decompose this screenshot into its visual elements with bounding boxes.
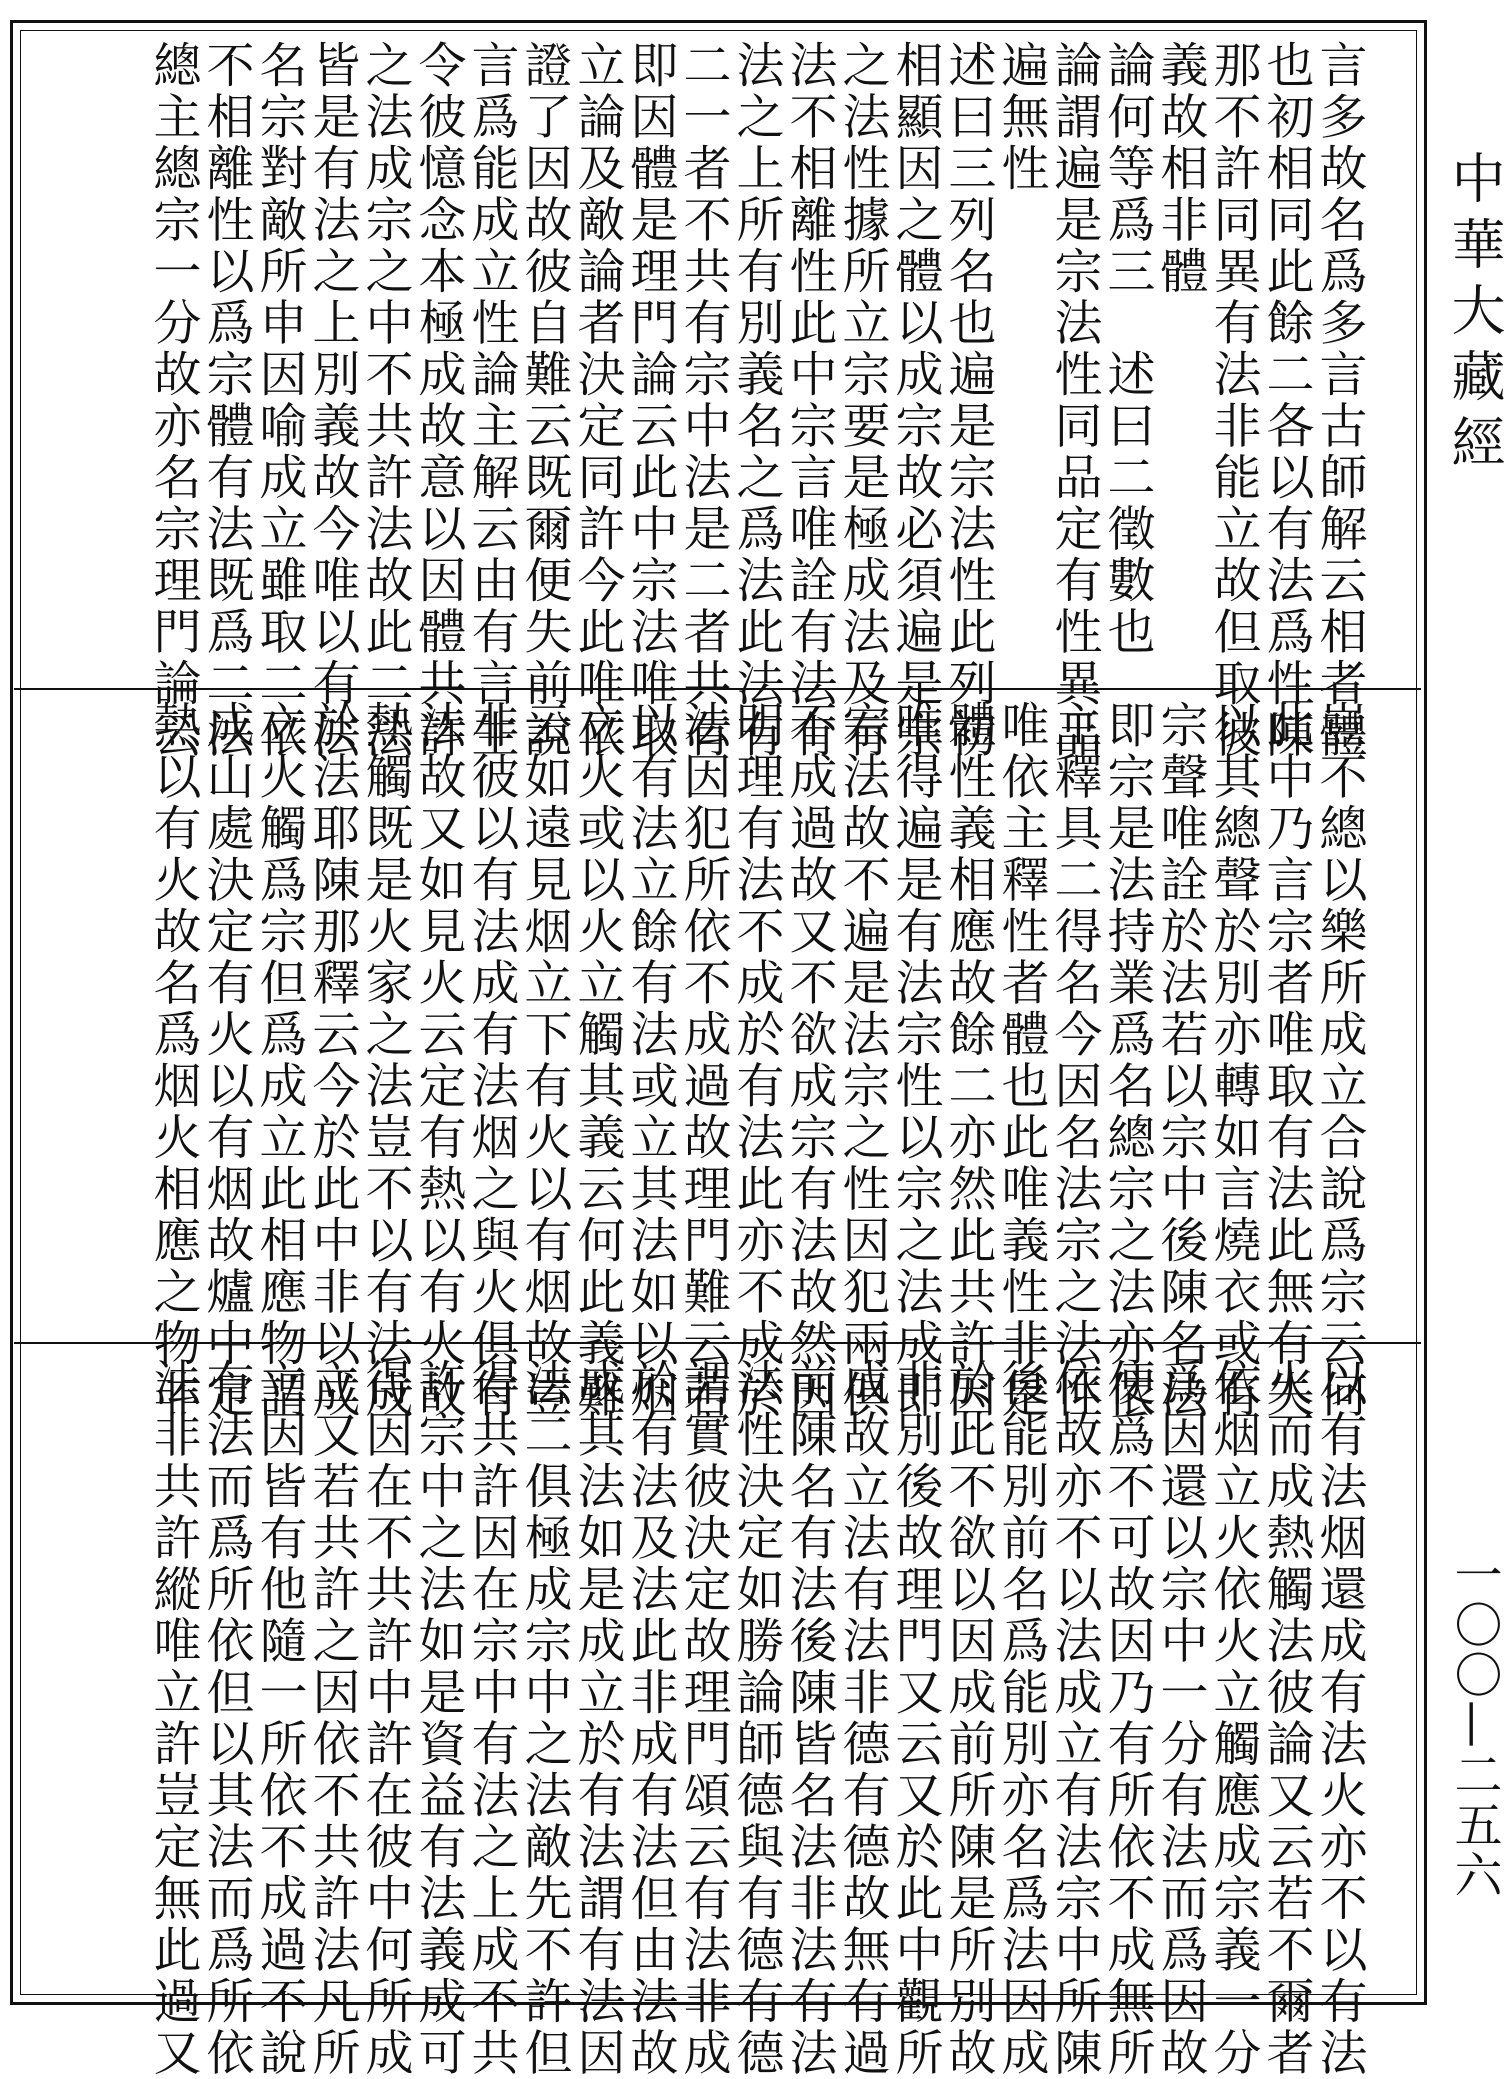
text-column: 非別後故理門又云又於此中觀所 bbox=[887, 1358, 943, 2079]
text-column: 法二俱極成宗中之法敵先不許但 bbox=[516, 1358, 572, 2079]
text-column: 明理有法不成於有法此亦不成於 bbox=[728, 700, 784, 1421]
text-column: 立論及敵論者決定同許今此唯依 bbox=[569, 40, 625, 761]
text-column: 於有法及法此非成有法但由法故 bbox=[622, 1358, 678, 2079]
text-column: 名宗對敵所申因喻成立雖取二依 bbox=[251, 40, 307, 761]
text-column: 遍無性 bbox=[993, 40, 1049, 195]
text-column: 以有法烟還成有法火亦不以有法 bbox=[1311, 1358, 1367, 2079]
text-column: 火而成熱觸法彼論又云若不爾者 bbox=[1258, 1358, 1314, 2079]
text-column: 成故立法有法非德有德故無有過 bbox=[834, 1358, 890, 2079]
text-column: 於法耶陳那釋云今於此中非以成 bbox=[304, 700, 360, 1421]
text-column: 立又若共許之因依不共許法凡所 bbox=[304, 1358, 360, 2079]
text-column: 立火或以火立觸其義云何此義難 bbox=[569, 700, 625, 1421]
text-column: 豈不總以樂所成立合說爲宗云何 bbox=[1311, 700, 1367, 1421]
text-column: 唯依主釋性者體也此唯義性非是 bbox=[993, 700, 1049, 1421]
text-column: 述曰三列名也遍是宗法性此列初 bbox=[940, 40, 996, 761]
text-column: 宗法故不遍是法宗之性因犯兩俱 bbox=[834, 700, 890, 1421]
text-column: 云如遠見烟立下有火以有烟故豈 bbox=[516, 700, 572, 1421]
text-column: 許宗中之法如是資益有法義成可 bbox=[410, 1358, 466, 2079]
text-column: 之法成宗之中不共許法故此二法 bbox=[357, 40, 413, 761]
text-column: 不成過故又不欲成宗有法故然因 bbox=[781, 700, 837, 1421]
text-column: 成山處決定有火以有烟故爐中定 bbox=[198, 700, 254, 1421]
text-column: 也初相同此餘二各以有法爲性陳 bbox=[1258, 40, 1314, 761]
sidebar-title: 中華大藏經 bbox=[1443, 150, 1506, 480]
text-column: 法因犯所依不成過故理門難云若 bbox=[675, 700, 731, 1421]
text-column: 得因在不共許中許在彼中何所成 bbox=[357, 1358, 413, 2079]
text-column: 之法性據所立宗要是極成法及有 bbox=[834, 40, 890, 761]
text-column: 相顯因之體以成宗故必須遍是宗 bbox=[887, 40, 943, 761]
text-column: 於此不欲以因成前所陳是所別故 bbox=[940, 1358, 996, 2079]
text-column: 證了因故彼自難云既爾便失前說 bbox=[516, 40, 572, 761]
text-column: 論謂遍是宗法性同品定有性異品 bbox=[1046, 40, 1102, 761]
text-column: 前陳名有法後陳皆名法非法有法 bbox=[781, 1358, 837, 2079]
text-column: 得共許因在宗中有法之上成不共 bbox=[463, 1358, 519, 2079]
text-column: 依故亦不以法成立有法宗中所陳 bbox=[1046, 1358, 1102, 2079]
text-column: 此中乃言宗者唯取有法此無有失 bbox=[1258, 700, 1314, 1421]
text-column: 立火觸爲宗但爲成立此相應物謂 bbox=[251, 700, 307, 1421]
text-column: 體性義相應故餘二亦然此共許因 bbox=[940, 700, 996, 1421]
text-column: 後能別前名爲能別亦名爲法因成 bbox=[993, 1358, 1049, 2079]
text-column: 爲因還以宗中一分有法而爲因故 bbox=[1152, 1358, 1208, 2079]
text-column: 即因體是理門論云此中宗法唯取 bbox=[622, 40, 678, 761]
text-column: 法非共許縱唯立許豈定無此過又 bbox=[145, 1358, 201, 2079]
text-column: 成其法如是成立於有法謂有法因 bbox=[569, 1358, 625, 2079]
text-column: 主釋具二得名今因名法宗之法性 bbox=[1046, 700, 1102, 1421]
text-column: 即宗是法持業爲名總宗之法亦依 bbox=[1099, 700, 1155, 1421]
text-column: 依烟立火依火立觸應成宗義一分 bbox=[1205, 1358, 1261, 2079]
text-column: 令彼憶念本極成故意以因體共許 bbox=[410, 40, 466, 761]
text-column: 非彼以有法成有法烟之與火俱有 bbox=[463, 700, 519, 1421]
text-column: 立因皆有他隨一所依不成過不說 bbox=[251, 1358, 307, 2079]
text-column: 謂實彼決定故理門頌云有法非成 bbox=[675, 1358, 731, 2079]
text-column: 以有法立餘有法或立其法如以烟 bbox=[622, 700, 678, 1421]
text-column: 熱以有火故名爲烟火相應之物非 bbox=[145, 700, 201, 1421]
text-column: 法故又如見火云定有熱以有火故 bbox=[410, 700, 466, 1421]
text-column: 法不相離性此中宗言唯詮有法有 bbox=[781, 40, 837, 761]
text-column: 總主總宗一分故亦名宗理門論云 bbox=[145, 40, 201, 761]
page-number: 一〇〇—二五六 bbox=[1446, 1550, 1502, 1900]
text-column: 論何等爲三 述曰二徵數也 bbox=[1099, 40, 1155, 658]
text-column: 言爲能成立性論主解云由有言生 bbox=[463, 40, 519, 761]
text-column: 唯得遍是有法宗性以宗之法成即 bbox=[887, 700, 943, 1421]
text-column: 法性決定如勝論師德與有德有德 bbox=[728, 1358, 784, 2079]
text-column: 有法而爲所依但以其法而爲所依 bbox=[198, 1358, 254, 2079]
text-column: 法之上所有別義名之爲法此法有 bbox=[728, 40, 784, 761]
text-column: 二一者不共有宗中法是二者共有 bbox=[675, 40, 731, 761]
text-column: 便爲不可故因乃有所依不成無所 bbox=[1099, 1358, 1155, 2079]
text-column: 不相離性以爲宗體有法既爲二法 bbox=[198, 40, 254, 761]
text-column: 那不許同異有法非能立故但取彼 bbox=[1205, 40, 1261, 761]
text-column: 皆是有法之上別義故今唯以有法 bbox=[304, 40, 360, 761]
text-column: 以其總聲於別亦轉如言燒衣或有 bbox=[1205, 700, 1261, 1421]
text-column: 義故相非體 bbox=[1152, 40, 1208, 298]
text-column: 言多故名爲多言古師解云相者體 bbox=[1311, 40, 1367, 761]
text-column: 熱觸既是火家之法豈不以有法成 bbox=[357, 700, 413, 1421]
text-column: 宗聲唯詮於法若以宗中後陳名法 bbox=[1152, 700, 1208, 1421]
